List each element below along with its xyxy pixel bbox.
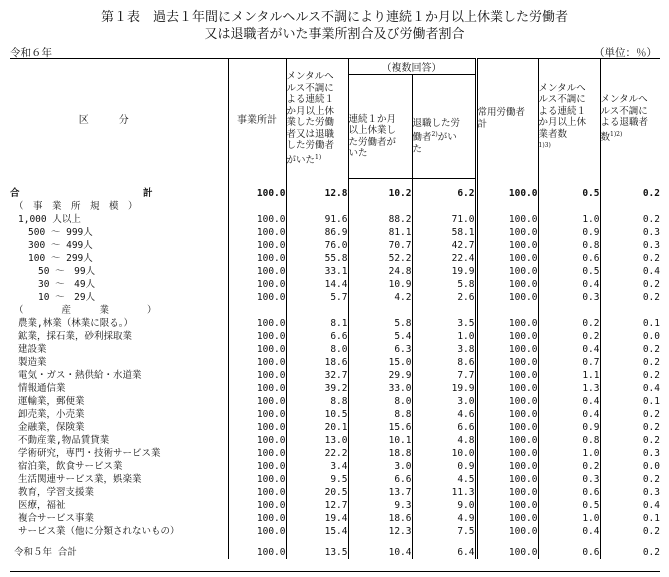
table-cell: 100.0: [476, 213, 538, 226]
row-label: （ 事 業 所 規 模 ）: [14, 201, 138, 212]
table-cell: 100.0: [228, 330, 286, 343]
table-cell: 100.0: [476, 317, 538, 330]
table-cell: 100.0: [476, 239, 538, 252]
table-cell: 8.6: [412, 356, 476, 369]
table-cell: 100.0: [228, 421, 286, 434]
table-cell: 52.2: [348, 252, 412, 265]
row-label: 金融業，保険業: [18, 422, 85, 433]
table-cell: 20.5: [286, 486, 348, 499]
table-cell: [348, 200, 412, 213]
table-cell: 0.3: [600, 486, 660, 499]
row-label: 複合サービス事業: [18, 513, 95, 524]
table-cell: [538, 200, 600, 213]
table-cell: 100.0: [228, 343, 286, 356]
table-cell: 12.3: [348, 525, 412, 538]
table-cell: 33.0: [348, 382, 412, 395]
table-cell: 100.0: [228, 382, 286, 395]
row-label: 卸売業，小売業: [18, 409, 85, 420]
table-cell: 100.0: [476, 343, 538, 356]
table-cell: 8.0: [286, 343, 348, 356]
table-cell: 100.0: [476, 252, 538, 265]
table-cell: 100.0: [228, 317, 286, 330]
table-cell: 0.2: [600, 343, 660, 356]
table-cell: 0.2: [538, 317, 600, 330]
table-cell: 0.9: [412, 460, 476, 473]
table-row: [10, 499, 660, 512]
table-cell: 0.4: [538, 395, 600, 408]
table-cell: 71.0: [412, 213, 476, 226]
table-cell: 1.0: [538, 512, 600, 525]
table-bottom-rule: [10, 571, 660, 572]
table-cell: 7.7: [412, 369, 476, 382]
table-cell: 100.0: [228, 226, 286, 239]
table-cell: 18.8: [348, 447, 412, 460]
table-cell: 6.2: [412, 187, 476, 200]
row-label: 生活関連サービス業，娯楽業: [18, 474, 142, 485]
table-row: [10, 356, 660, 369]
header-retire-col: 退職した労 働者$^{2)}$がい た: [412, 75, 476, 179]
table-cell: 10.9: [348, 278, 412, 291]
table-cell: 0.2: [600, 525, 660, 538]
table-cell: 0.1: [600, 512, 660, 525]
table-row: [10, 395, 660, 408]
table-cell: 4.2: [348, 291, 412, 304]
table-cell: 8.8: [348, 408, 412, 421]
table-cell: 0.2: [600, 473, 660, 486]
table-cell: 3.0: [412, 395, 476, 408]
table-cell: 0.3: [600, 447, 660, 460]
table-cell: 10.0: [412, 447, 476, 460]
table-cell: 86.9: [286, 226, 348, 239]
table-cell: 5.8: [348, 317, 412, 330]
table-cell: 100.0: [476, 421, 538, 434]
table-cell: 5.8: [412, 278, 476, 291]
table-cell: 1.0: [538, 213, 600, 226]
table-cell: 100.0: [228, 213, 286, 226]
table-cell: 11.3: [412, 486, 476, 499]
row-label: 情報通信業: [18, 383, 66, 394]
table-cell: 0.3: [600, 226, 660, 239]
table-cell: 100.0: [228, 239, 286, 252]
table-row: [10, 473, 660, 486]
spacer-row: [10, 538, 660, 546]
table-cell: 5.4: [348, 330, 412, 343]
header-either-col: メンタルへ ルス不調に よる連続１ か月以上休 業した労働 者又は退職 した労働者 がいた$^{1)}$: [286, 59, 348, 179]
header-multi-answer: （複数回答）: [348, 59, 476, 75]
table-cell: 42.7: [412, 239, 476, 252]
table-cell: 0.6: [538, 546, 600, 559]
table-cell: 55.8: [286, 252, 348, 265]
table-row: [10, 317, 660, 330]
table-cell: 12.7: [286, 499, 348, 512]
table-row: [10, 343, 660, 356]
table-row: [10, 200, 660, 213]
row-label: 農業,林業（林業に限る。）: [18, 318, 133, 329]
row-label: 300 ～ 499人: [28, 240, 93, 251]
table-cell: 100.0: [228, 369, 286, 382]
table-cell: 100.0: [228, 473, 286, 486]
table-row: [10, 252, 660, 265]
table-cell: 0.1: [600, 395, 660, 408]
table-cell: 0.6: [538, 486, 600, 499]
table-cell: 20.1: [286, 421, 348, 434]
table-cell: 0.6: [538, 252, 600, 265]
table-cell: 0.8: [538, 239, 600, 252]
table-cell: 19.9: [412, 265, 476, 278]
table-cell: 0.8: [538, 434, 600, 447]
table-cell: 7.5: [412, 525, 476, 538]
table-row: [10, 486, 660, 499]
table-cell: 0.4: [538, 525, 600, 538]
table-cell: 100.0: [228, 356, 286, 369]
row-label: 1,000 人以上: [18, 214, 81, 225]
year-label: 令和６年: [10, 47, 52, 59]
table-cell: 5.7: [286, 291, 348, 304]
table-cell: 100.0: [228, 265, 286, 278]
table-title-line1: 第１表 過去１年間にメンタルヘルス不調により連続１か月以上休業した労働者: [100, 10, 569, 25]
table-cell: 0.4: [600, 499, 660, 512]
spacer-row: [10, 179, 660, 188]
table-row: [10, 421, 660, 434]
table-cell: 100.0: [476, 408, 538, 421]
data-table: [10, 58, 660, 559]
header-category: 区分: [10, 59, 228, 179]
table-cell: 100.0: [476, 525, 538, 538]
table-row: [10, 460, 660, 473]
table-cell: 0.0: [600, 460, 660, 473]
table-cell: 100.0: [476, 382, 538, 395]
table-row: [10, 265, 660, 278]
table-cell: 100.0: [476, 291, 538, 304]
table-row: [10, 213, 660, 226]
row-label: 500 ～ 999人: [28, 227, 93, 238]
header-leave-workers: メンタルへ ルス不調に よる連続１ か月以上休 業者数 $^{1)3)}$: [538, 59, 600, 179]
table-cell: 100.0: [476, 330, 538, 343]
table-cell: 6.6: [412, 421, 476, 434]
table-cell: 70.7: [348, 239, 412, 252]
table-cell: [538, 304, 600, 317]
table-cell: 8.0: [348, 395, 412, 408]
table-row: [10, 382, 660, 395]
table-cell: 81.1: [348, 226, 412, 239]
table-cell: [600, 304, 660, 317]
table-cell: 0.2: [538, 460, 600, 473]
table-cell: 0.0: [600, 330, 660, 343]
table-cell: [286, 200, 348, 213]
row-label: 学術研究，専門・技術サービス業: [18, 448, 161, 459]
table-cell: 88.2: [348, 213, 412, 226]
table-cell: 39.2: [286, 382, 348, 395]
row-label: 30 ～ 49人: [38, 279, 96, 290]
table-cell: 15.0: [348, 356, 412, 369]
table-cell: 15.4: [286, 525, 348, 538]
table-cell: [600, 200, 660, 213]
table-cell: 100.0: [228, 447, 286, 460]
table-cell: 0.3: [538, 473, 600, 486]
table-cell: 0.9: [538, 226, 600, 239]
table-cell: 100.0: [476, 499, 538, 512]
table-row: [10, 278, 660, 291]
table-cell: 10.2: [348, 187, 412, 200]
table-cell: 22.4: [412, 252, 476, 265]
table-row: [10, 187, 660, 200]
table-row: [10, 447, 660, 460]
table-cell: 100.0: [228, 434, 286, 447]
table-cell: 15.6: [348, 421, 412, 434]
row-label: 10 ～ 29人: [38, 292, 96, 303]
table-cell: 0.5: [538, 265, 600, 278]
table-cell: 100.0: [228, 187, 286, 200]
table-cell: 3.5: [412, 317, 476, 330]
table-cell: 9.5: [286, 473, 348, 486]
table-cell: 100.0: [476, 460, 538, 473]
table-cell: 100.0: [228, 460, 286, 473]
table-cell: 32.7: [286, 369, 348, 382]
table-cell: 100.0: [476, 278, 538, 291]
row-label: 建設業: [18, 344, 47, 355]
table-cell: 0.2: [600, 369, 660, 382]
table-cell: 0.2: [600, 278, 660, 291]
header-regular-workers: 常用労働者 計: [476, 59, 538, 179]
table-cell: 100.0: [476, 356, 538, 369]
table-row: [10, 304, 660, 317]
table-cell: 100.0: [476, 447, 538, 460]
table-cell: [286, 304, 348, 317]
table-cell: [228, 304, 286, 317]
row-label: 100 ～ 299人: [28, 253, 93, 264]
table-cell: [476, 200, 538, 213]
table-cell: 10.1: [348, 434, 412, 447]
table-cell: 0.4: [538, 343, 600, 356]
table-cell: 0.3: [600, 239, 660, 252]
table-cell: 0.3: [538, 291, 600, 304]
table-cell: 8.1: [286, 317, 348, 330]
table-cell: 1.1: [538, 369, 600, 382]
table-cell: 0.1: [600, 317, 660, 330]
table-cell: 18.6: [348, 512, 412, 525]
row-label: 運輸業，郵便業: [18, 396, 85, 407]
table-row: [10, 525, 660, 538]
row-label: 令和５年 合計: [14, 547, 77, 558]
row-label: 宿泊業，飲食サービス業: [18, 461, 123, 472]
table-cell: 10.5: [286, 408, 348, 421]
table-cell: 0.5: [538, 187, 600, 200]
table-cell: 12.8: [286, 187, 348, 200]
table-cell: 0.2: [600, 252, 660, 265]
table-cell: [412, 200, 476, 213]
table-cell: 13.0: [286, 434, 348, 447]
table-cell: 0.4: [600, 382, 660, 395]
table-cell: 100.0: [476, 434, 538, 447]
row-label: 電気・ガス・熱供給・水道業: [18, 370, 142, 381]
table-cell: 58.1: [412, 226, 476, 239]
table-cell: 0.2: [600, 546, 660, 559]
table-cell: 0.4: [538, 408, 600, 421]
table-cell: 91.6: [286, 213, 348, 226]
table-cell: 0.2: [538, 330, 600, 343]
table-cell: 3.8: [412, 343, 476, 356]
table-cell: 0.4: [600, 265, 660, 278]
table-cell: 100.0: [228, 252, 286, 265]
table-cell: 0.2: [600, 408, 660, 421]
table-cell: 100.0: [476, 512, 538, 525]
table-cell: 0.2: [600, 187, 660, 200]
table-cell: [228, 200, 286, 213]
row-label: （ 産 業 ）: [14, 305, 157, 316]
table-cell: 2.6: [412, 291, 476, 304]
row-label: 不動産業,物品賃貸業: [18, 435, 110, 446]
table-cell: 1.3: [538, 382, 600, 395]
table-cell: 0.5: [538, 499, 600, 512]
table-cell: 100.0: [476, 473, 538, 486]
table-cell: 13.7: [348, 486, 412, 499]
table-cell: [412, 304, 476, 317]
table-cell: 6.6: [348, 473, 412, 486]
table-cell: [348, 304, 412, 317]
table-cell: 100.0: [476, 546, 538, 559]
table-cell: 9.0: [412, 499, 476, 512]
table-cell: 6.4: [412, 546, 476, 559]
table-cell: 14.4: [286, 278, 348, 291]
table-cell: 24.8: [348, 265, 412, 278]
table-cell: 6.3: [348, 343, 412, 356]
table-cell: 100.0: [228, 512, 286, 525]
table-cell: 0.4: [538, 278, 600, 291]
table-cell: 0.7: [538, 356, 600, 369]
table-cell: [476, 304, 538, 317]
row-label: 合 計: [10, 188, 153, 199]
table-cell: 3.0: [348, 460, 412, 473]
table-cell: 100.0: [228, 278, 286, 291]
row-label: 医療，福祉: [18, 500, 66, 511]
table-cell: 3.4: [286, 460, 348, 473]
table-row: [10, 226, 660, 239]
table-cell: 0.2: [600, 291, 660, 304]
table-cell: 19.9: [412, 382, 476, 395]
table-cell: 13.5: [286, 546, 348, 559]
header-leave-col: 連続１か月 以上休業し た労働者が いた: [348, 75, 412, 179]
table-cell: 6.6: [286, 330, 348, 343]
table-row: [10, 434, 660, 447]
table-cell: 4.6: [412, 408, 476, 421]
row-label: 教育，学習支援業: [18, 487, 95, 498]
table-row: [10, 291, 660, 304]
table-cell: 100.0: [228, 499, 286, 512]
table-cell: 10.4: [348, 546, 412, 559]
table-row: [10, 369, 660, 382]
table-cell: 9.3: [348, 499, 412, 512]
table-cell: 76.0: [286, 239, 348, 252]
table-cell: 100.0: [228, 291, 286, 304]
table-cell: 100.0: [476, 226, 538, 239]
table-cell: 100.0: [228, 395, 286, 408]
table-cell: 100.0: [228, 546, 286, 559]
table-cell: 0.2: [600, 421, 660, 434]
table-cell: 100.0: [476, 265, 538, 278]
table-cell: 0.2: [600, 356, 660, 369]
row-label: 製造業: [18, 357, 47, 368]
table-cell: 22.2: [286, 447, 348, 460]
table-row: [10, 330, 660, 343]
table-cell: 33.1: [286, 265, 348, 278]
table-cell: 19.4: [286, 512, 348, 525]
table-row: [10, 512, 660, 525]
row-label: 50 ～ 99人: [38, 266, 96, 277]
table-cell: 4.8: [412, 434, 476, 447]
table-cell: 0.9: [538, 421, 600, 434]
table-row: [10, 239, 660, 252]
table-cell: 100.0: [476, 369, 538, 382]
row-label: サービス業（他に分類されないもの）: [18, 526, 180, 537]
table-row: [10, 408, 660, 421]
table-cell: 29.9: [348, 369, 412, 382]
table-cell: 1.0: [538, 447, 600, 460]
table-title-line2: 又は退職者がいた事業所割合及び労働者割合: [204, 27, 465, 42]
table-cell: 100.0: [228, 408, 286, 421]
table-cell: 100.0: [476, 187, 538, 200]
table-cell: 4.5: [412, 473, 476, 486]
table-cell: 0.2: [600, 213, 660, 226]
table-cell: 4.9: [412, 512, 476, 525]
table-cell: 100.0: [228, 486, 286, 499]
table-cell: 1.0: [412, 330, 476, 343]
table-cell: 0.2: [600, 434, 660, 447]
header-retire-workers: メンタルへ ルス不調に よる退職者 数$^{1)2)}$: [600, 59, 660, 179]
table-cell: 100.0: [228, 525, 286, 538]
table-cell: 100.0: [476, 395, 538, 408]
unit-label: （単位：％）: [594, 47, 657, 59]
table-cell: 100.0: [476, 486, 538, 499]
table-cell: 8.8: [286, 395, 348, 408]
header-establishments: 事業所計: [228, 59, 286, 179]
row-label: 鉱業，採石業，砂利採取業: [18, 331, 133, 342]
table-cell: 18.6: [286, 356, 348, 369]
table-row: [10, 546, 660, 559]
